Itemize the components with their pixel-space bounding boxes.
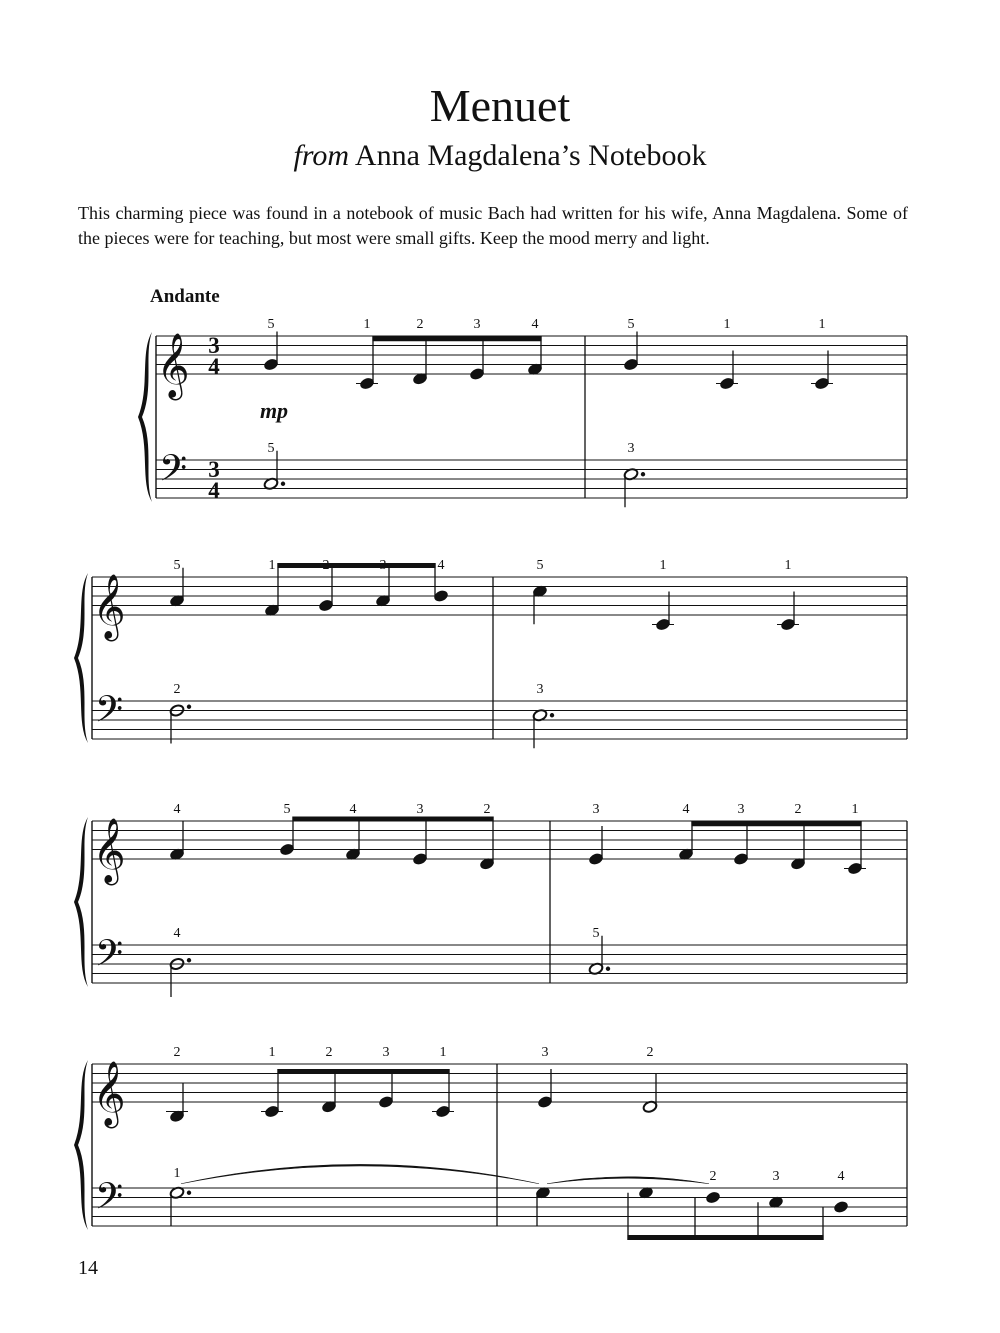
finger-number: 4 xyxy=(173,926,181,941)
finger-number: 5 xyxy=(267,317,275,332)
finger-number: 5 xyxy=(283,802,291,817)
tempo-marking: Andante xyxy=(150,286,220,307)
finger-number: 5 xyxy=(173,558,181,573)
bass-clef: 𝄢 xyxy=(94,932,124,984)
treble-note xyxy=(733,802,749,866)
finger-number: 5 xyxy=(267,441,275,456)
dynamic-marking: mp xyxy=(259,398,289,423)
grand-staff-brace xyxy=(138,332,152,502)
bass-note xyxy=(532,682,554,748)
augmentation-dot xyxy=(187,705,191,709)
treble-clef: 𝄞 xyxy=(92,1061,126,1126)
finger-number: 5 xyxy=(627,317,635,332)
augmentation-dot xyxy=(641,472,645,476)
finger-number: 3 xyxy=(627,441,635,456)
finger-number: 2 xyxy=(794,802,802,817)
finger-number: 3 xyxy=(592,802,600,817)
treble-note xyxy=(412,802,428,866)
beam xyxy=(691,821,861,826)
treble-note xyxy=(169,802,185,861)
intro-paragraph: This charming piece was found in a notebook of music Bach had written for his wife, Anna Magdalena. Some of the pieces were for teaching, but most were small gifts. Keep the mood merry and light. xyxy=(78,203,908,248)
finger-number: 3 xyxy=(416,802,424,817)
augmentation-dot xyxy=(281,482,285,486)
treble-note xyxy=(279,802,295,856)
treble-note xyxy=(469,317,485,381)
bass-note xyxy=(823,1169,849,1240)
grand-staff-brace xyxy=(74,573,88,743)
finger-number: 3 xyxy=(536,682,544,697)
finger-number: 4 xyxy=(437,558,445,573)
system-3 xyxy=(92,802,907,997)
treble-note xyxy=(261,1045,283,1118)
finger-number: 3 xyxy=(541,1045,549,1060)
treble-note xyxy=(527,317,543,376)
treble-note xyxy=(811,317,833,390)
treble-note xyxy=(345,802,361,861)
finger-number: 5 xyxy=(536,558,544,573)
treble-note xyxy=(642,1045,658,1113)
treble-note xyxy=(169,558,185,607)
treble-clef: 𝄞 xyxy=(92,818,126,883)
bass-note xyxy=(535,1186,551,1226)
treble-note xyxy=(321,1045,337,1113)
treble-note xyxy=(716,317,738,390)
treble-note xyxy=(790,802,806,870)
tie xyxy=(181,1164,539,1183)
finger-number: 4 xyxy=(173,802,181,817)
bass-note xyxy=(588,926,610,975)
finger-number: 4 xyxy=(682,802,690,817)
tie xyxy=(547,1177,709,1184)
finger-number: 5 xyxy=(592,926,600,941)
beam xyxy=(277,563,435,568)
treble-note xyxy=(844,802,866,875)
bass-note xyxy=(169,682,191,744)
subtitle-main: Anna Magdalena’s Notebook xyxy=(354,139,707,172)
bass-note xyxy=(695,1169,721,1240)
treble-note xyxy=(378,1045,394,1109)
bass-note xyxy=(758,1169,784,1240)
finger-number: 2 xyxy=(325,1045,333,1060)
beam xyxy=(372,336,541,341)
treble-note xyxy=(777,558,799,631)
treble-clef: 𝄞 xyxy=(92,574,126,639)
finger-number: 1 xyxy=(363,317,371,332)
bass-note xyxy=(169,926,191,997)
finger-number: 1 xyxy=(268,558,276,573)
finger-number: 1 xyxy=(268,1045,276,1060)
finger-number: 1 xyxy=(439,1045,447,1060)
treble-note xyxy=(263,317,279,371)
bass-note xyxy=(628,1186,654,1240)
finger-number: 2 xyxy=(416,317,424,332)
finger-number: 3 xyxy=(772,1169,780,1184)
grand-staff-brace xyxy=(74,1060,88,1230)
treble-note xyxy=(588,802,604,866)
system-4 xyxy=(92,1045,907,1240)
page-number: 14 xyxy=(78,1257,98,1279)
finger-number: 4 xyxy=(349,802,357,817)
time-signature-bottom: 4 xyxy=(208,478,220,503)
bass-clef: 𝄢 xyxy=(94,1175,124,1227)
bass-note xyxy=(623,441,645,507)
beam xyxy=(627,1235,823,1240)
augmentation-dot xyxy=(187,1191,191,1195)
treble-note xyxy=(678,802,694,861)
time-signature-top: 3 xyxy=(208,333,220,358)
finger-number: 3 xyxy=(473,317,481,332)
bass-clef: 𝄢 xyxy=(158,447,188,499)
time-signature-bottom: 4 xyxy=(208,354,220,379)
finger-number: 3 xyxy=(382,1045,390,1060)
finger-number: 2 xyxy=(483,802,491,817)
finger-number: 1 xyxy=(784,558,792,573)
treble-note xyxy=(166,1045,188,1123)
treble-note xyxy=(537,1045,553,1109)
treble-clef: 𝄞 xyxy=(156,333,190,398)
treble-note xyxy=(412,317,428,385)
system-1 xyxy=(150,286,907,507)
finger-number: 3 xyxy=(737,802,745,817)
grand-staff-brace xyxy=(74,817,88,987)
finger-number: 2 xyxy=(709,1169,717,1184)
finger-number: 4 xyxy=(531,317,539,332)
subtitle-prefix: from xyxy=(293,139,350,172)
finger-number: 2 xyxy=(173,682,181,697)
augmentation-dot xyxy=(606,967,610,971)
finger-number: 2 xyxy=(173,1045,181,1060)
treble-note xyxy=(623,317,639,371)
treble-note xyxy=(532,558,548,624)
finger-number: 1 xyxy=(659,558,667,573)
finger-number: 4 xyxy=(837,1169,845,1184)
finger-number: 1 xyxy=(723,317,731,332)
bass-clef: 𝄢 xyxy=(94,688,124,740)
augmentation-dot xyxy=(550,713,554,717)
augmentation-dot xyxy=(187,958,191,962)
treble-note xyxy=(432,1045,454,1118)
time-signature-top: 3 xyxy=(208,457,220,482)
finger-number: 1 xyxy=(818,317,826,332)
finger-number: 1 xyxy=(851,802,859,817)
treble-note xyxy=(479,802,495,870)
bass-note xyxy=(263,441,285,490)
treble-note xyxy=(652,558,674,631)
treble-note xyxy=(356,317,378,390)
finger-number: 1 xyxy=(173,1165,181,1181)
finger-number: 2 xyxy=(646,1045,654,1060)
piece-title: Menuet xyxy=(429,80,571,131)
